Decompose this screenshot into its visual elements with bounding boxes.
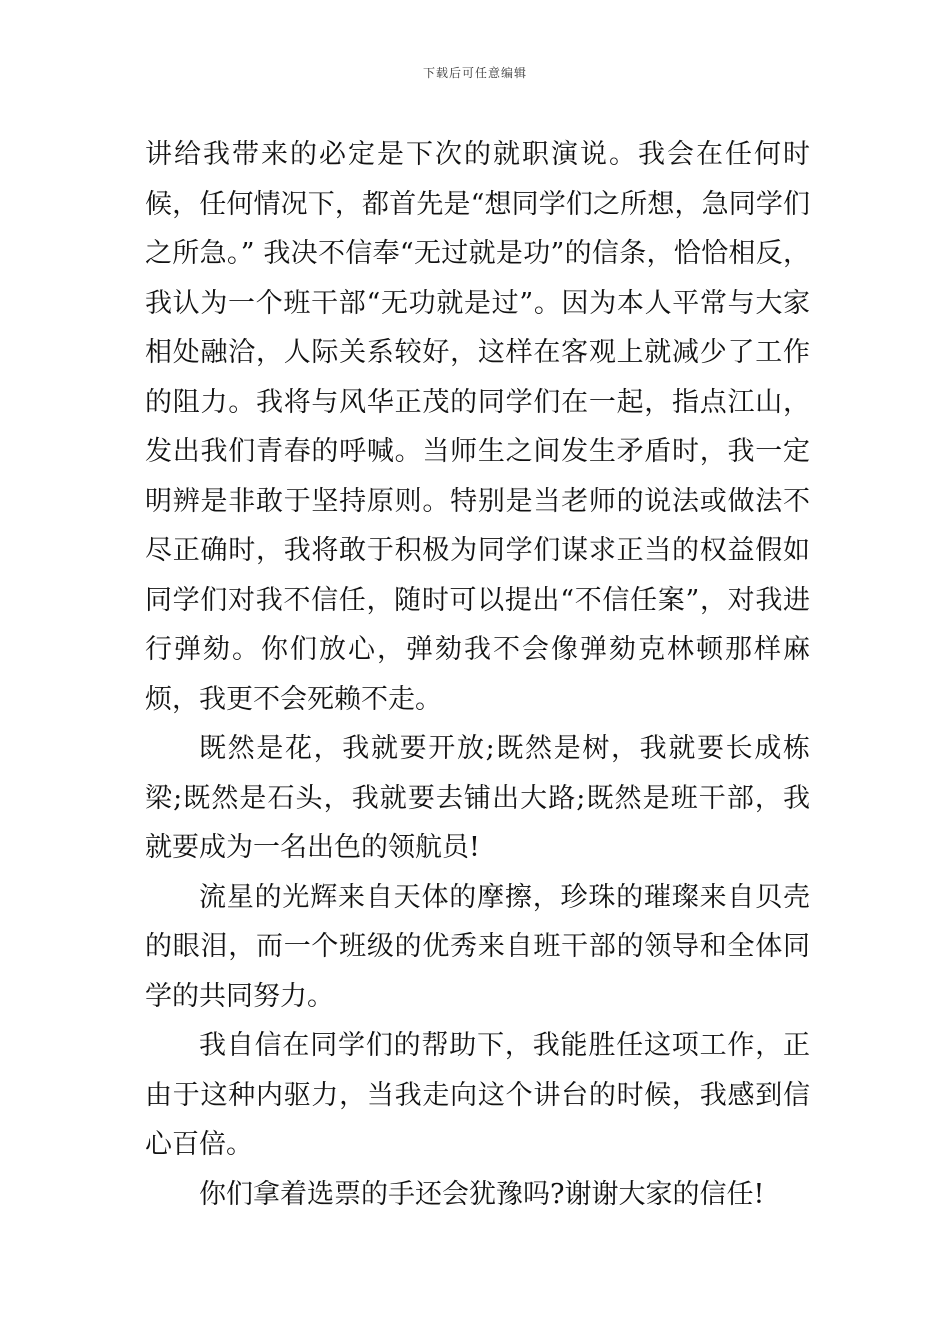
document-body: [145, 130, 810, 1219]
header-note: 下载后可任意编辑: [422, 66, 527, 80]
paragraph-3: 流星的光辉来自天体的摩擦，珍珠的璀璨来自贝壳的眼泪，而一个班级的优秀来自班干部的领导和全体同学的共同努力。: [145, 881, 810, 1012]
paragraph-1: 讲给我带来的必定是下次的就职演说。我会在任何时候，任何情况下，都首先是“想同学们之所想，急同学们之所急。” 我决不信奉“无过就是功”的信条，恰恰相反，我认为一个班干部“无功就是过”。因为本人平常与大家相处融洽，人际关系较好，这样在客观上就减少了工作的阻力。我将与风华正茂的同学们在一起，指点江山，发出我们青春的呼喊。当师生之间发生矛盾时，我一定明辨是非敢于坚持原则。特别是当老师的说法或做法不尽正确时，我将敢于积极为同学们谋求正当的权益假如同学们对我不信任，随时可以提出“不信任案”，对我进行弹劾。你们放心，弹劾我不会像弹劾克林顿那样麻烦，我更不会死赖不走。: [145, 139, 810, 715]
paragraph-4: 我自信在同学们的帮助下，我能胜任这项工作，正由于这种内驱力，当我走向这个讲台的时候，我感到信心百倍。: [145, 1030, 810, 1160]
paragraph-2: 既然是花，我就要开放;既然是树，我就要长成栋梁;既然是石头，我就要去铺出大路;既然是班干部，我就要成为一名出色的领航员!: [145, 733, 810, 863]
paragraph-5: 你们拿着选票的手还会犹豫吗?谢谢大家的信任!: [199, 1178, 765, 1210]
